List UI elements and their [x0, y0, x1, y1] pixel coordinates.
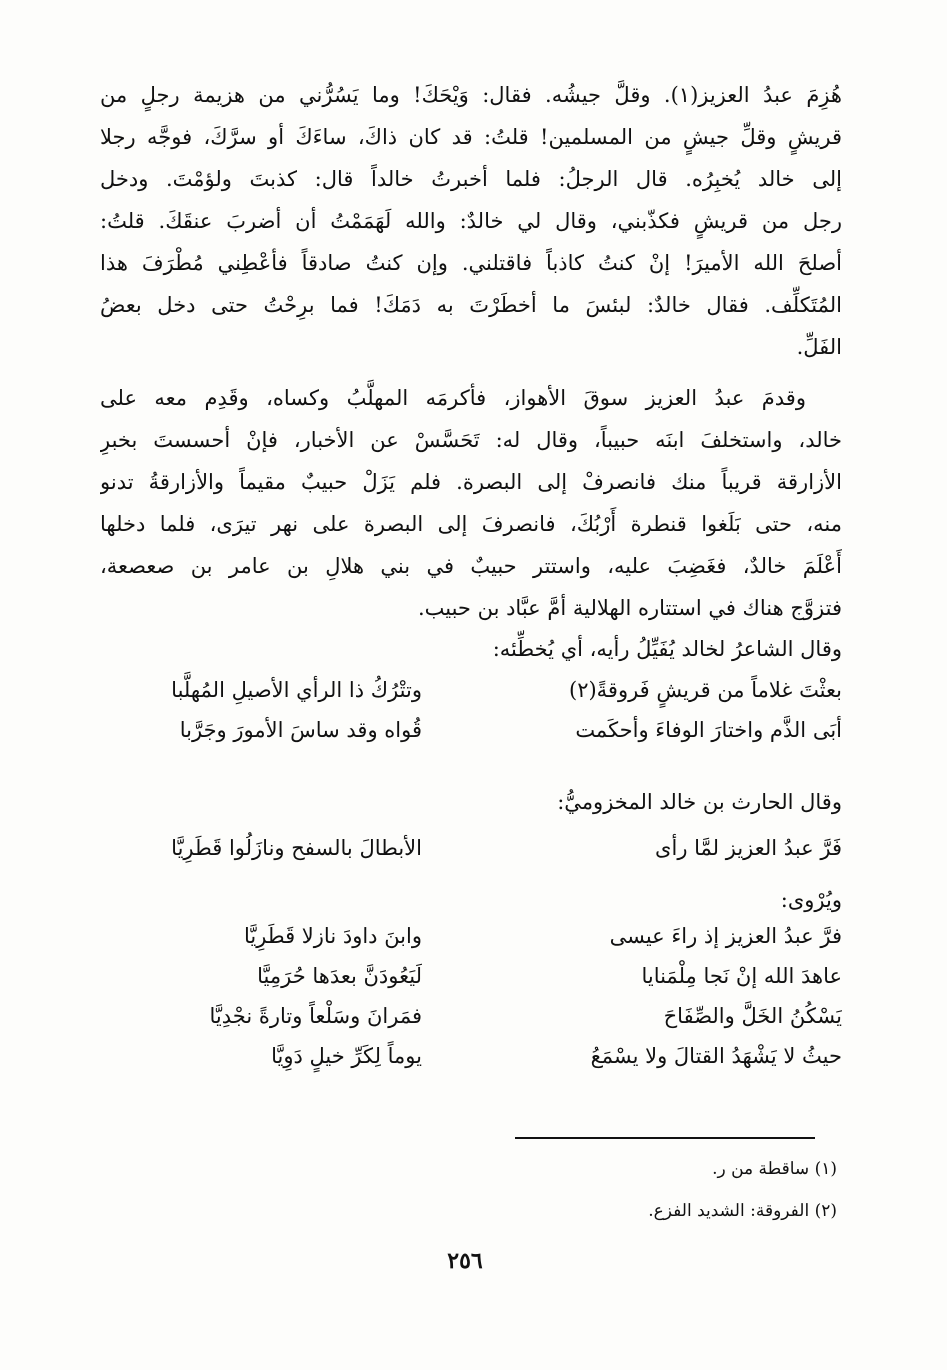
- verse-line: [100, 710, 842, 750]
- footnote-2: (٢) الفروقة: الشديد الفزع.: [648, 1201, 837, 1221]
- poem-1-intro: وقال الشاعرُ لخالد يُفَيِّلُ رأيه، أي يُخطِّئه:: [492, 637, 842, 661]
- paragraph-1-line: هُزِمَ عبدُ العزيز(١). وقلَّ جيشُه. فقال: وَيْحَكَ! وما يَسُرُّني من هزيمة رجلٍ من: [100, 83, 842, 107]
- paragraph-2-line: الأزارقة قريباً منك فانصرفْ إلى البصرة. فلم يَزَلْ حبيبٌ مقيماً والأزارقةُ تدنو: [100, 470, 842, 494]
- poem-3-intro: ويُرْوى:: [780, 888, 842, 912]
- paragraph-1-line: رجل من قريشٍ فكذّبني، وقال لي خالدٌ: والله لَهَمَمْتُ أن أضربَ عنقَكَ. قلتُ:: [100, 209, 842, 233]
- footnote-1: (١) ساقطة من ر.: [712, 1159, 837, 1179]
- poem-2: [100, 828, 842, 868]
- verse-first-hemistich: فَرَّ عبدُ العزيز لمَّا رأى: [655, 836, 842, 860]
- verse-second-hemistich: لَيَعُودَنَّ بعدَها حُرَمِيَّا: [257, 964, 422, 988]
- paragraph-2-line: فتزوَّج هناك في استتاره الهلالية أمَّ عبَّاد بن حبيب.: [417, 596, 842, 620]
- verse-line: [100, 996, 842, 1036]
- verse-first-hemistich: بعثْتَ غلاماً من قريشٍ فَروقةً(٢): [568, 678, 842, 702]
- paragraph-1-line: إلى خالد يُخبِرُه. قال الرجلُ: فلما أخبرتُ خالداً قال: كذبتَ ولؤمْتَ. ودخل: [100, 167, 842, 191]
- poem-2-intro: وقال الحارث بن خالد المخزوميُّ:: [557, 790, 842, 814]
- poem-3: [100, 916, 842, 1076]
- paragraph-2-line: خالد، واستخلفَ ابنَه حبيباً، وقال له: تَحَسَّسْ عن الأخبار، فإنْ أحسستَ بخبرِ: [100, 428, 842, 452]
- footnotes: [648, 1148, 837, 1232]
- verse-second-hemistich: فمَرانَ وسَلْعاً وتارةً نجْدِيَّا: [209, 1004, 422, 1028]
- paragraph-1-line: المُتَكلِّف. فقال خالدٌ: لبئسَ ما أخطَرْتَ به دَمَكَ! فما برِحْتُ حتى دخل بعضُ: [100, 293, 842, 317]
- verse-first-hemistich: فرَّ عبدُ العزيز إذ راءَ عيسى: [609, 924, 842, 948]
- poem-1: [100, 670, 842, 750]
- verse-line: [100, 956, 842, 996]
- paragraph-2-line: أَعْلَمَ خالدٌ، فغَضِبَ عليه، واستتر حبيبٌ في بني هلالِ بن عامر بن صعصعة،: [100, 554, 842, 578]
- paragraph-2: [100, 377, 842, 629]
- page-number: ٢٥٦: [447, 1248, 483, 1274]
- paragraph-1-line: أصلحَ الله الأميرَ! إنْ كنتُ كاذباً فاقتلني. وإن كنتُ صادقاً فأعْطِني مُطْرَفَ هذا: [100, 251, 842, 275]
- paragraph-2-line: وقدمَ عبدُ العزيز سوقَ الأهواز، فأكرمَه المهلَّبُ وكساه، وقَدِم معه على: [100, 386, 806, 410]
- verse-line: [100, 828, 842, 868]
- verse-first-hemistich: حيثُ لا يَشْهَدُ القتالَ ولا يسْمَعُ: [590, 1044, 842, 1068]
- verse-line: [100, 670, 842, 710]
- paragraph-2-line: منه، حتى بَلَغوا قنطرة أَرْبُكَ، فانصرفَ إلى البصرة على نهر تيرَى، فلما دخلها: [100, 512, 842, 536]
- verse-second-hemistich: وابنَ داودَ نازلا قَطَرِيَّا: [244, 924, 422, 948]
- verse-first-hemistich: عاهدَ الله إنْ نَجا مِلْمَنايا: [641, 964, 842, 988]
- paragraph-1-line: قريشٍ وقلِّ جيشٍ من المسلمين! قلتُ: قد كان ذاكَ، ساءَكَ أو سرَّكَ، فوجَّه رجلا: [100, 125, 842, 149]
- verse-line: [100, 916, 842, 956]
- paragraph-1-line: الفَلِّ.: [796, 335, 842, 359]
- verse-second-hemistich: الأبطالَ بالسفح ونازَلُوا قَطَرِيَّا: [171, 836, 422, 860]
- verse-line: [100, 1036, 842, 1076]
- verse-second-hemistich: يوماً لِكَرِّ خيلٍ دَوِيَّا: [271, 1044, 422, 1068]
- verse-first-hemistich: أبَى الذَّم واختارَ الوفاءَ وأحكَمت: [575, 718, 842, 742]
- verse-second-hemistich: وتتْرُكُ ذا الرأي الأصيلِ المُهلَّبا: [171, 678, 422, 702]
- verse-second-hemistich: قُواه وقد ساسَ الأمورَ وجَرَّبا: [179, 718, 422, 742]
- verse-first-hemistich: يَسْكُنُ الخَلَّ والصِّفَاحَ: [663, 1004, 842, 1028]
- footnote-divider: [515, 1137, 815, 1139]
- paragraph-1: [100, 74, 842, 368]
